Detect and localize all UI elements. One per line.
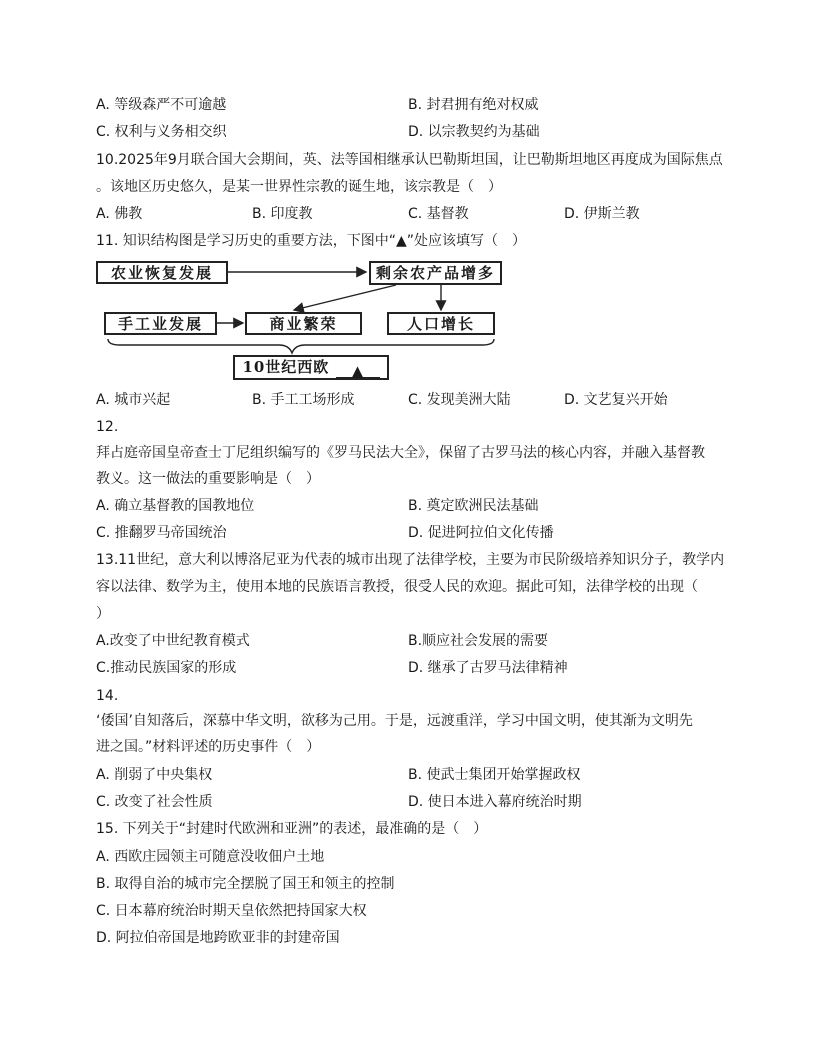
q13-option-a[interactable]: A.改变了中世纪教育模式 [96, 633, 250, 649]
q9-option-b[interactable]: B. 封君拥有绝对权威 [408, 97, 539, 113]
answer-blank [336, 361, 380, 378]
q11-options [96, 391, 736, 409]
q12-options-row2 [96, 524, 736, 542]
q13-option-d[interactable]: D. 继承了古罗马法律精神 [408, 660, 568, 676]
box-commerce-prosperity: 商业繁荣 [245, 312, 362, 335]
q12-option-d[interactable]: D. 促进阿拉伯文化传播 [408, 525, 554, 541]
q13-options-row1 [96, 632, 736, 650]
q9-option-d[interactable]: D. 以宗教契约为基础 [408, 124, 540, 140]
arrow-surplus-to-commerce [294, 285, 396, 310]
triangle-icon: ▲ [351, 362, 364, 380]
q14-option-d[interactable]: D. 使日本进入幕府统治时期 [408, 794, 582, 810]
q10-stem-line2: 。该地区历史悠久，是某一世界性宗教的诞生地，该宗教是（ ） [96, 179, 502, 195]
q13-option-b[interactable]: B.顺应社会发展的需要 [408, 633, 549, 649]
q13-stem-line3: ） [96, 606, 110, 622]
q10-option-c[interactable]: C. 基督教 [408, 206, 469, 222]
q10-stem-line1: 10.2025年9月联合国大会期间，英、法等国相继承认巴勒斯坦国，让巴勒斯坦地区再度成为国际焦点 [96, 152, 723, 168]
q12-option-c[interactable]: C. 推翻罗马帝国统治 [96, 525, 227, 541]
q11-option-c[interactable]: C. 发现美洲大陆 [408, 392, 511, 408]
q9-option-c[interactable]: C. 权利与义务相交织 [96, 124, 227, 140]
box-handicraft-development: 手工业发展 [104, 312, 217, 335]
q15-option-d[interactable]: D. 阿拉伯帝国是地跨欧亚非的封建帝国 [96, 930, 340, 946]
q15-stem: 15. 下列关于“封建时代欧洲和亚洲”的表述，最准确的是（ ） [96, 821, 488, 837]
q14-number: 14. [96, 688, 119, 704]
knowledge-structure-diagram [96, 259, 506, 383]
q14-stem-line1: ‘倭国’自知落后，深慕中华文明，欲移为己用。于是，远渡重洋，学习中国文明，使其渐为文明先 [96, 713, 693, 729]
bracket-brace [108, 339, 494, 353]
q14-option-a[interactable]: A. 削弱了中央集权 [96, 767, 213, 783]
q15-option-c[interactable]: C. 日本幕府统治时期天皇依然把持国家大权 [96, 903, 367, 919]
q14-options-row1 [96, 766, 736, 784]
box-population-growth: 人口增长 [387, 312, 495, 335]
q12-stem-line2: 教义。这一做法的重要影响是（ ） [96, 471, 320, 487]
q10-option-d[interactable]: D. 伊斯兰教 [564, 206, 640, 222]
q9-options-row1 [96, 96, 736, 114]
q12-option-b[interactable]: B. 奠定欧洲民法基础 [408, 498, 539, 514]
q15-option-b[interactable]: B. 取得自治的城市完全摆脱了国王和领主的控制 [96, 876, 395, 892]
q13-stem-line2: 容以法律、数学为主，使用本地的民族语言教授，很受人民的欢迎。据此可知，法律学校的出现（ [96, 579, 698, 595]
q11-stem: 11. 知识结构图是学习历史的重要方法，下图中“▲”处应该填写（ ） [96, 233, 526, 249]
q13-stem-line1: 13.11世纪，意大利以博洛尼亚为代表的城市出现了法律学校，主要为市民阶级培养知识分子，教学内 [96, 552, 725, 568]
q12-option-a[interactable]: A. 确立基督教的国教地位 [96, 498, 255, 514]
q14-option-b[interactable]: B. 使武士集团开始掌握政权 [408, 767, 581, 783]
q13-options-row2 [96, 659, 736, 677]
box-agriculture-recovery: 农业恢复发展 [96, 261, 228, 284]
q9-options-row2 [96, 123, 736, 141]
q11-option-a[interactable]: A. 城市兴起 [96, 392, 171, 408]
q10-options [96, 205, 736, 223]
box-10th-century-western-europe [233, 355, 389, 380]
q15-option-a[interactable]: A. 西欧庄园领主可随意没收佃户土地 [96, 849, 325, 865]
q11-option-b[interactable]: B. 手工工场形成 [252, 392, 355, 408]
q14-stem-line2: 进之国。”材料评述的历史事件（ ） [96, 739, 321, 755]
q9-option-a[interactable]: A. 等级森严不可逾越 [96, 97, 227, 113]
box-surplus-products: 剩余农产品增多 [369, 261, 502, 285]
box-bottom-label: 10世纪西欧 [242, 358, 330, 376]
q11-option-d[interactable]: D. 文艺复兴开始 [564, 392, 668, 408]
q14-options-row2 [96, 793, 736, 811]
q14-option-c[interactable]: C. 改变了社会性质 [96, 794, 213, 810]
q12-stem-line1: 拜占庭帝国皇帝查士丁尼组织编写的《罗马民法大全》，保留了古罗马法的核心内容，并融入基督教 [96, 445, 705, 461]
q10-option-a[interactable]: A. 佛教 [96, 206, 143, 222]
q13-option-c[interactable]: C.推动民族国家的形成 [96, 660, 237, 676]
q12-options-row1 [96, 497, 736, 515]
q10-option-b[interactable]: B. 印度教 [252, 206, 313, 222]
q12-number: 12. [96, 419, 119, 435]
